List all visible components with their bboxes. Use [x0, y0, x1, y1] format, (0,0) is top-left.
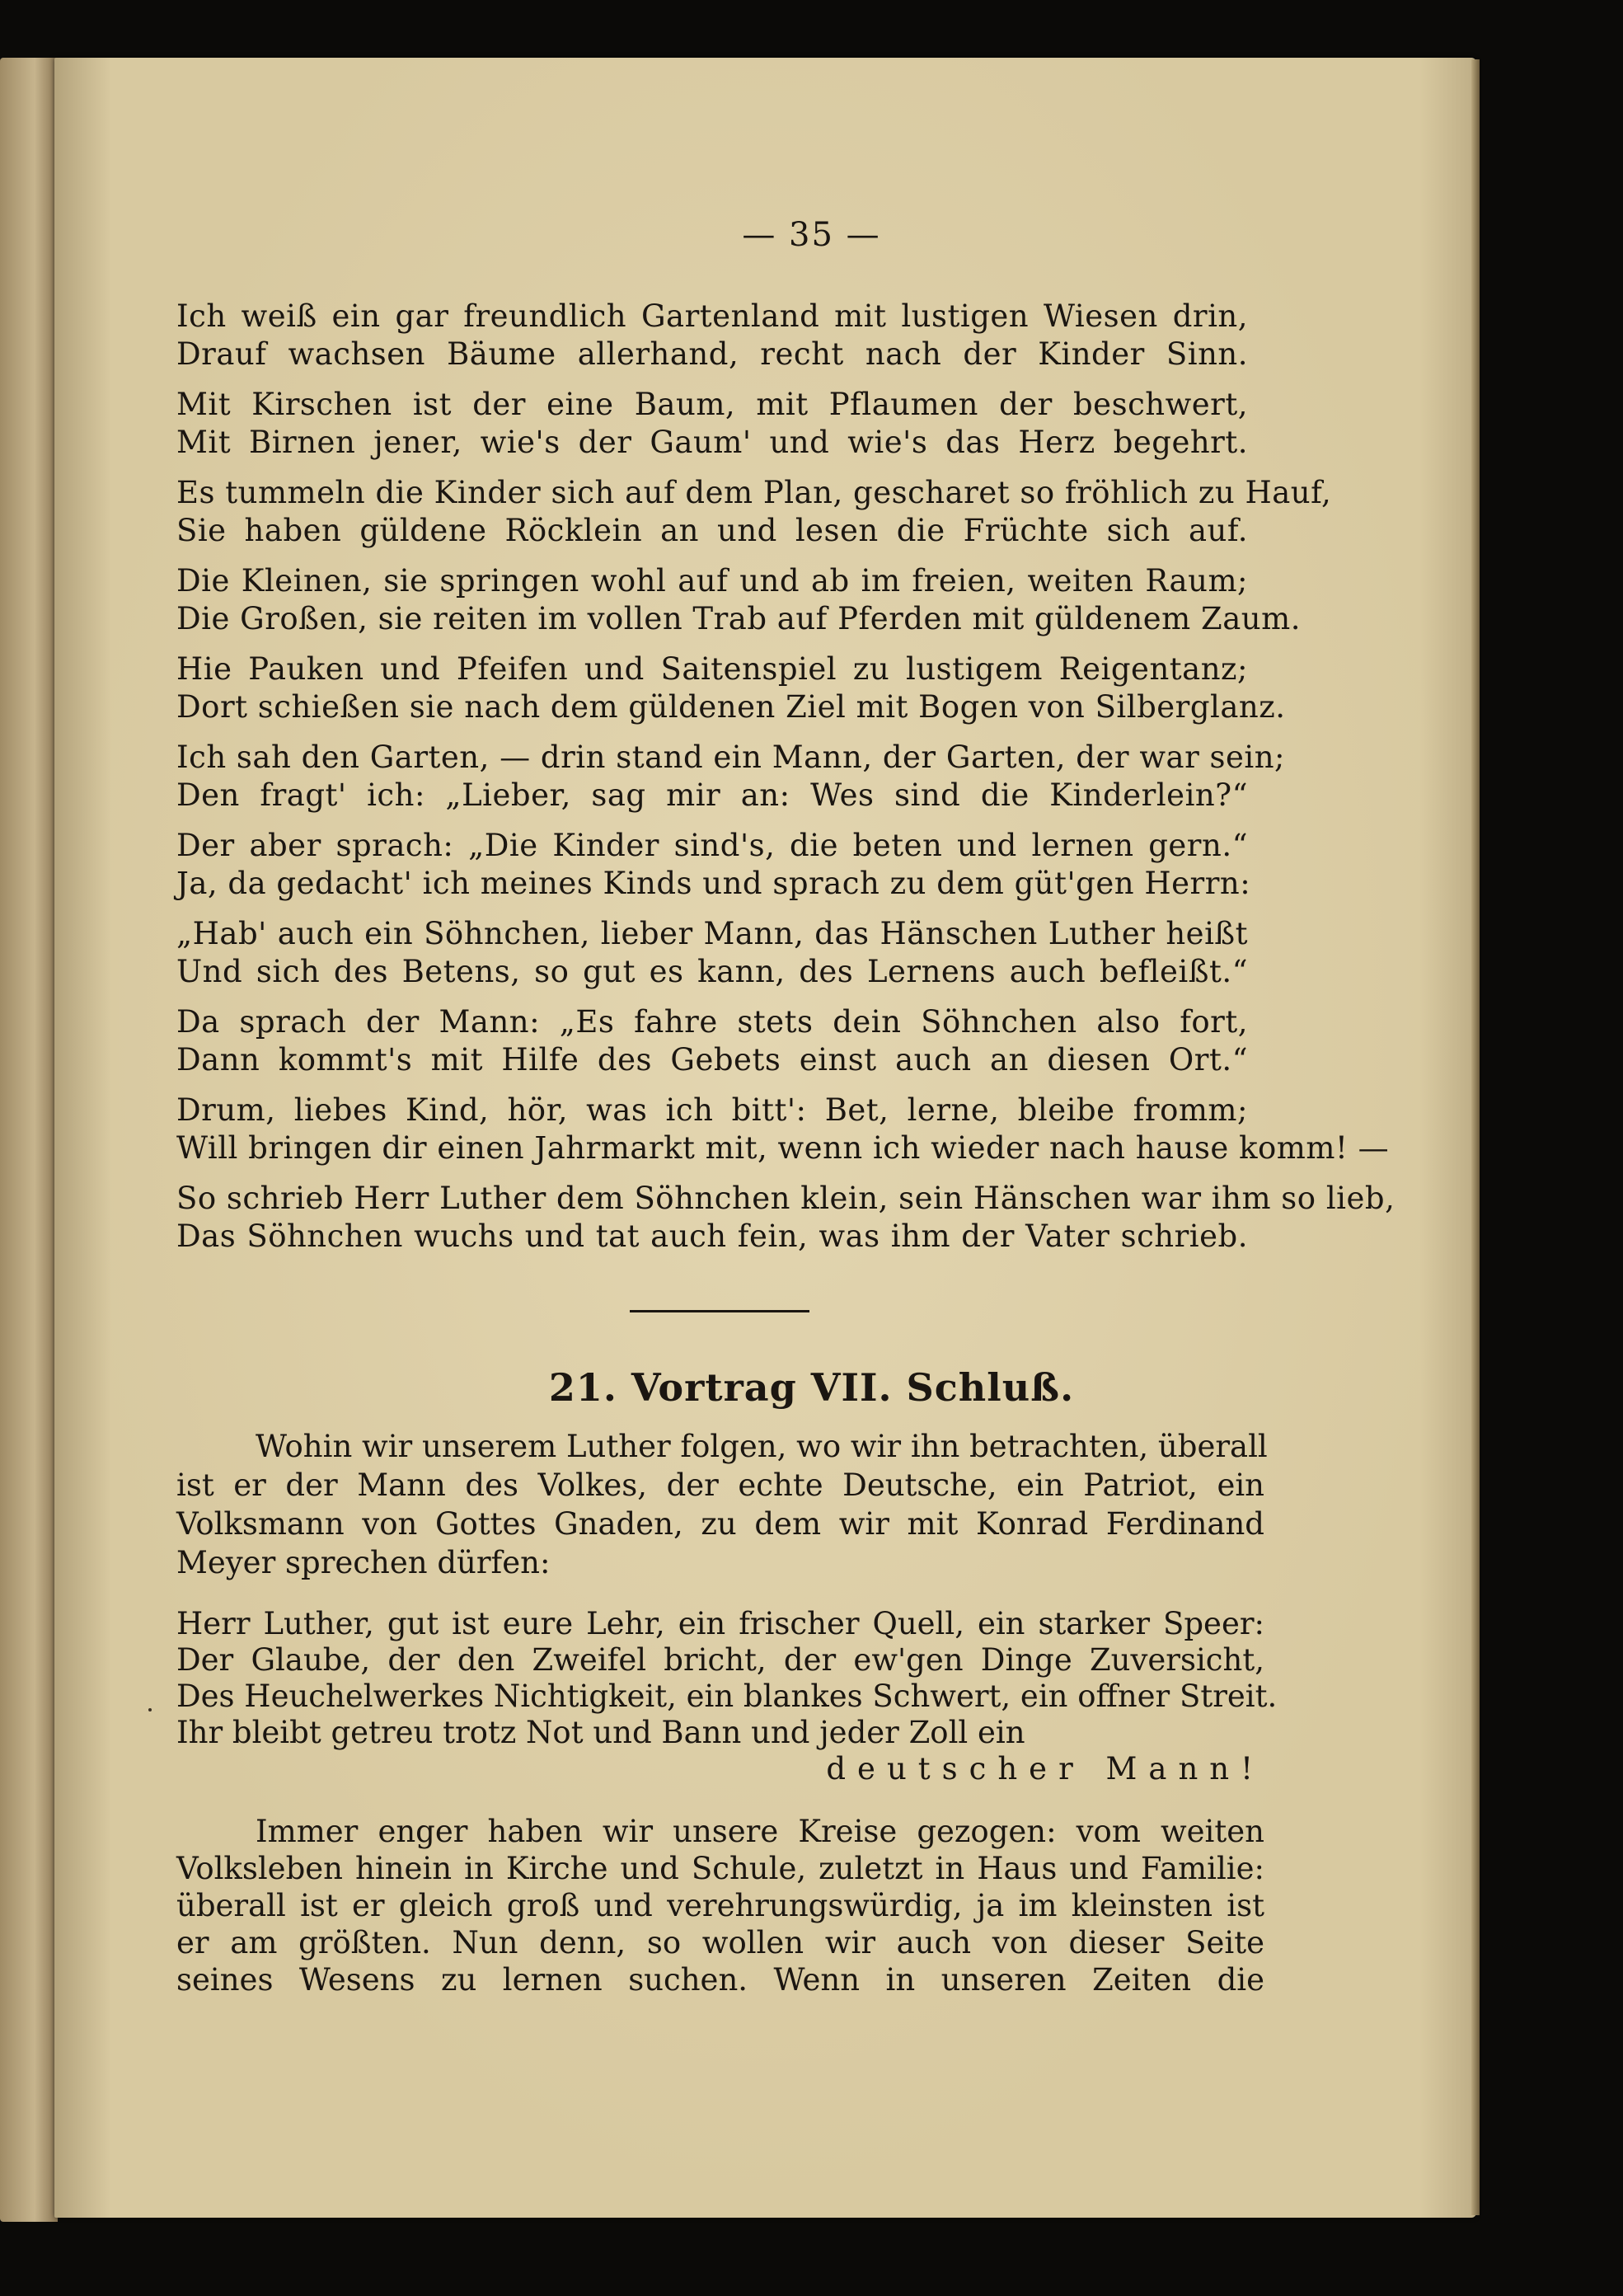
poem-line: Da sprach der Mann: „Es fahre stets dein Söhnchen also fort,	[176, 1004, 1248, 1040]
margin-mark	[148, 1708, 152, 1711]
poem-line: Ich weiß ein gar freundlich Gartenland mit lustigen Wiesen drin,	[176, 298, 1248, 334]
closing-line: Immer enger haben wir unsere Kreise gezogen: vom weiten	[256, 1814, 1264, 1849]
poem-line: So schrieb Herr Luther dem Söhnchen klein, sein Hänschen war ihm so lieb,	[176, 1181, 1395, 1216]
poem-line: Ja, da gedacht' ich meines Kinds und sprach zu dem güt'gen Herrn:	[176, 866, 1251, 901]
intro-line: Volksmann von Gottes Gnaden, zu dem wir mit Konrad Ferdinand	[176, 1506, 1264, 1542]
poem-line: Mit Birnen jener, wie's der Gaum' und wie's das Herz begehrt.	[176, 425, 1248, 460]
chapter-heading: 21. Vortrag VII. Schluß.	[548, 1365, 1075, 1410]
poem-line: Dann kommt's mit Hilfe des Gebets einst auch an diesen Ort.“	[176, 1042, 1248, 1078]
page-number: — 35 —	[742, 216, 881, 254]
poem-line: „Hab' auch ein Söhnchen, lieber Mann, das Hänschen Luther heißt	[176, 916, 1248, 951]
intro-line: Meyer sprechen dürfen:	[176, 1545, 551, 1580]
poem-line: Ich sah den Garten, — drin stand ein Mann, der Garten, der war sein;	[176, 740, 1286, 775]
closing-line: Volksleben hinein in Kirche und Schule, zuletzt in Haus und Familie:	[176, 1851, 1264, 1886]
page-edge-right	[1471, 59, 1480, 2215]
poem-line: Dort schießen sie nach dem güldenen Ziel mit Bogen von Silberglanz.	[176, 689, 1286, 725]
verse-line: Ihr bleibt getreu trotz Not und Bann und jeder Zoll ein	[176, 1715, 1025, 1750]
verse-line: Der Glaube, der den Zweifel bricht, der ew'gen Dinge Zuversicht,	[176, 1642, 1264, 1678]
verse-line: Herr Luther, gut ist eure Lehr, ein frischer Quell, ein starker Speer:	[176, 1606, 1264, 1641]
poem-line: Drum, liebes Kind, hör, was ich bitt': Bet, lerne, bleibe fromm;	[176, 1092, 1248, 1128]
poem-line: Der aber sprach: „Die Kinder sind's, die beten und lernen gern.“	[176, 828, 1248, 863]
poem-line: Will bringen dir einen Jahrmarkt mit, wenn ich wieder nach hause komm! —	[176, 1130, 1390, 1166]
verse-line: Des Heuchelwerkes Nichtigkeit, ein blankes Schwert, ein offner Streit.	[176, 1679, 1278, 1714]
poem-line: Sie haben güldene Röcklein an und lesen die Früchte sich auf.	[176, 513, 1248, 548]
verse-line: deutscher Mann!	[826, 1751, 1264, 1787]
poem-line: Die Großen, sie reiten im vollen Trab auf Pferden mit güldenem Zaum.	[176, 601, 1301, 636]
closing-line: er am größten. Nun denn, so wollen wir auch von dieser Seite	[176, 1925, 1264, 1960]
intro-line: ist er der Mann des Volkes, der echte Deutsche, ein Patriot, ein	[176, 1467, 1264, 1503]
section-divider	[630, 1310, 809, 1312]
poem-line: Das Söhnchen wuchs und tat auch fein, was ihm der Vater schrieb.	[176, 1218, 1248, 1254]
poem-line: Drauf wachsen Bäume allerhand, recht nach der Kinder Sinn.	[176, 336, 1248, 372]
intro-line: Wohin wir unserem Luther folgen, wo wir ihn betrachten, überall	[256, 1429, 1268, 1464]
closing-line: seines Wesens zu lernen suchen. Wenn in unseren Zeiten die	[176, 1962, 1264, 1998]
poem-line: Hie Pauken und Pfeifen und Saitenspiel zu lustigem Reigentanz;	[176, 651, 1248, 687]
left-page-edge	[0, 58, 58, 2222]
poem-line: Die Kleinen, sie springen wohl auf und ab im freien, weiten Raum;	[176, 563, 1248, 599]
poem-line: Es tummeln die Kinder sich auf dem Plan, gescharet so fröhlich zu Hauf,	[176, 475, 1332, 510]
poem-line: Und sich des Betens, so gut es kann, des Lernens auch befleißt.“	[176, 954, 1248, 989]
closing-line: überall ist er gleich groß und verehrungswürdig, ja im kleinsten ist	[176, 1888, 1264, 1923]
poem-line: Mit Kirschen ist der eine Baum, mit Pflaumen der beschwert,	[176, 387, 1248, 422]
poem-line: Den fragt' ich: „Lieber, sag mir an: Wes sind die Kinderlein?“	[176, 777, 1248, 813]
